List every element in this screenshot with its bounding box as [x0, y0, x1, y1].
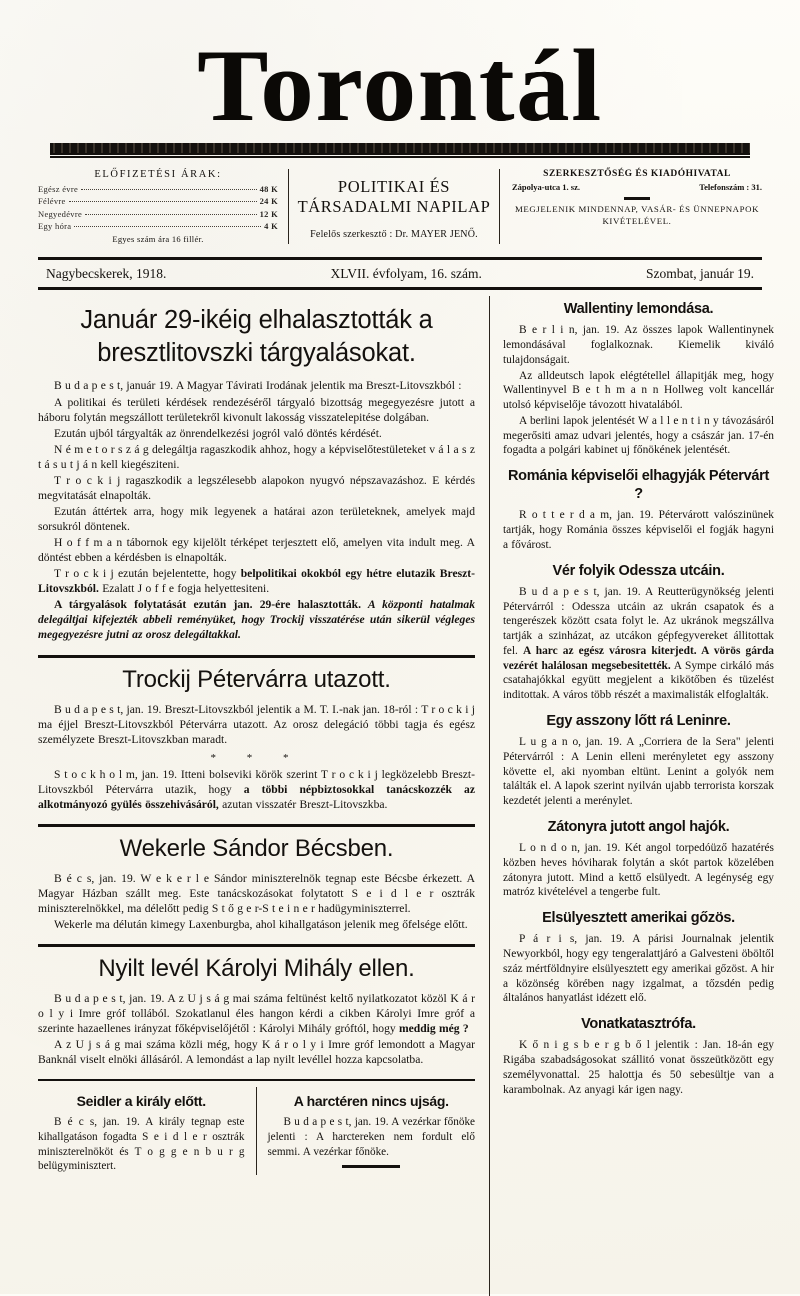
price-amount: 4 K	[264, 220, 278, 231]
article-paragraph-odessa	[503, 585, 774, 703]
section-rule	[38, 944, 475, 947]
mini-article-seidler	[38, 1087, 257, 1174]
content-columns	[22, 296, 778, 1296]
para-text: Ezalatt J o f f e fogja helyettesiteni.	[98, 582, 270, 596]
article-paragraph-postponement	[38, 597, 475, 642]
section-rule	[38, 824, 475, 827]
price-dots	[85, 214, 257, 215]
price-row	[38, 208, 278, 220]
price-dots	[74, 226, 261, 227]
article-headline-wallentiny[interactable]: Wallentiny lemondása.	[563, 301, 714, 318]
article-paragraph: L u g a n o, jan. 19. A „Corriera de la Sera" jelenti Pétervárról : A Lenin elleni merényletet egy asszony követte el, aki nyomban eltünt. Lenint a golyók nem találták el. A lapok szerint nyilván ujabb terrorista korszak kezdetét jelenti a merénylet.	[503, 736, 774, 808]
article-end-dash	[342, 1165, 400, 1168]
para-emphasis: a többi népbiztosokkal tanácskozzék az alkotmányozó gyülés összehivásáról,	[38, 782, 475, 811]
para-emphasis: A tárgyalások folytatását ezután jan. 29-ére halasztották.	[54, 598, 362, 612]
article-headline-brest-talks[interactable]: Január 29-ikéig elhalasztották a bresztlitovszki tárgyalásokat.	[80, 306, 433, 367]
article-paragraph: Az alldeutsch lapok elégtétellel állapitják meg, hogy Wallentinyvel B e t h m a n n Hollweg volt kancellár utolsó képviselője távozott hivatalából.	[503, 369, 774, 412]
para-emphasis: A harc az egész városra kiterjedt. A vörös gárda vezérét halálosan megsebesitették.	[503, 644, 774, 672]
article-paragraph-stockholm	[38, 767, 475, 812]
article-headline-front-news[interactable]: A harctéren nincs ujság.	[293, 1093, 449, 1110]
article-paragraph: B e r l i n, jan. 19. Az összes lapok Wallentinynek lemondásával foglalkoznak. Kiemelik kiváló tulajdonságait.	[503, 324, 774, 366]
section-rule	[38, 1079, 475, 1081]
article-headline-trockij-petervar[interactable]: Trockij Pétervárra utazott.	[122, 665, 391, 693]
dateline-issue: XLVII. évfolyam, 16. szám.	[330, 266, 482, 282]
editor-line: Felelős szerkesztő : Dr. MAYER JENŐ.	[310, 228, 478, 240]
article-paragraph: Ezután áttértek arra, hogy mik legyenek a határai azon területeknek, amelyek majd sorsukról döntenek.	[38, 504, 475, 533]
office-title: SZERKESZTŐSÉG ÉS KIADÓHIVATAL	[543, 168, 731, 179]
article-headline-odessa[interactable]: Vér folyik Odessza utcáin.	[552, 562, 725, 579]
right-column	[490, 296, 778, 1296]
price-label: Egy hóra	[38, 220, 72, 231]
article-headline-english-ships[interactable]: Zátonyra jutott angol hajók.	[547, 818, 730, 835]
article-paragraph-karolyi	[38, 991, 475, 1036]
price-row	[38, 220, 278, 232]
para-text: B u d a p e s t, jan. 19. A z U j s á g mai száma feltünést keltő nyilatkozatot közöl K á r o l y i Imre gróf tollából. Szokatlanul éles hangon kérdi a cikben Károlyi Imre gróf a szerinte hazaellenes irányzat főképviselőjétől : Károlyi Mihály gróftól, hogy	[38, 992, 475, 1036]
article-paragraph: A berlini lapok jelentését W a l l e n t i n y távozásáról megerősiti amaz udvari jelentés, hogy a császár jan. 17-én fogadta a polgári kabinet uj főnökének jelentését.	[503, 414, 774, 457]
article-paragraph: P á r i s, jan. 19. A párisi Journalnak jelentik Newyorkból, hogy egy tengeralattjáró a Galvesteni öböltől száz mértföldnyire elsülyesztett egy amerikai gőzöst. A hir a közönség körében nagy izgalmat, a tőzsdén pedig általános hanyatlást idézett elő.	[503, 933, 774, 1005]
price-dots	[81, 189, 257, 190]
price-amount: 24 K	[259, 196, 278, 207]
article-paragraph: H o f f m a n tábornok egy kijelölt térképet terjesztett elő, amelyen vita indult meg. A döntést ebben a kérdésben is elnapolták.	[38, 536, 475, 565]
article-paragraph: B é c s, jan. 19. A király tegnap este kihallgatáson fogadta S e i d l e r osztrák miniszterelnököt és T o g g e n b u r g belügyminisztert.	[38, 1116, 245, 1173]
article-paragraph: R o t t e r d a m, jan. 19. Pétervárott valószinünek tartják, hogy Románia összes képviselői el fogják hagyni a fővárost.	[503, 509, 774, 551]
article-headline-seidler[interactable]: Seidler a király előtt.	[76, 1093, 206, 1110]
masthead-bottom-rule	[38, 257, 762, 260]
office-address-row	[512, 182, 762, 192]
paragraph-separator-stars: * * *	[210, 751, 303, 764]
para-text: A Sympe cirkáló más csatahajókkal együtt megjelent a kikötőben és tüzelést inditottak. A város több részét a maximalisták elfoglalták.	[503, 659, 774, 702]
para-text: S t o c k h o l m, jan. 19. Itteni bolseviki körök szerint T r o c k i j legközelebb Breszt-Litovszkból Pétervárra utazik, hogy	[38, 767, 475, 796]
price-label: Egész évre	[38, 183, 79, 194]
price-row	[38, 195, 278, 207]
article-paragraph: L o n d o n, jan. 19. Két angol torpedóüző hazatérés közben heves hóviharak folytán a skót partok közelében zátonyra jutott. Mind a kettő elsülyedt. A legénység egy matróz kivételével a tengerbe fult.	[503, 842, 774, 899]
price-row	[38, 183, 278, 195]
article-paragraph: Wekerle ma délután kimegy Laxenburgba, ahol kihallgatáson jelenik meg őfelsége előtt.	[54, 918, 468, 932]
publication-note: MEGJELENIK MINDENNAP, VASÁR- ÉS ÜNNEPNAPOK KIVÉTELÉVEL.	[514, 203, 760, 226]
article-paragraph: B é c s, jan. 19. W e k e r l e Sándor miniszterelnök tegnap este Bécsbe érkezett. A Magyar Házban szállt meg. Este tanácskozásokat folytatott S e i d l e r osztrák miniszterelnökkel, ma délelőtt pedig S t ő g e r-S t e i n e r hadügyminiszterrel.	[38, 871, 475, 915]
price-amount: 48 K	[259, 183, 278, 194]
article-paragraph: Ezután ujból tárgyalták az önrendelkezési jogról való döntés kérdését.	[54, 426, 382, 440]
dateline-place: Nagybecskerek, 1918.	[46, 266, 167, 282]
article-paragraph: K ő n i g s b e r g b ő l jelentik : Jan. 18-án egy Rigába szabadságosokat szállitó vonat összeütközött egy személyvonattal. 25 halottja és 50 sebesültje van a karambolnak. Az anyagi kár igen nagy.	[503, 1039, 774, 1096]
office-info-block	[500, 169, 762, 244]
article-paragraph: A z U j s á g mai száma közli még, hogy K á r o l y i Imre gróf lemondott a Magyar Banknál viselt elnöki állásáról. A lemondást a lap nyilt levéllel hozza kapcsolatba.	[38, 1038, 475, 1067]
masthead-info-bar	[38, 169, 762, 244]
article-paragraph: B u d a p e s t, jan. 19. A vezérkar főnöke jelenti : A harctereken nem fordult elő semmi. A vezérkar főnöke.	[267, 1116, 475, 1158]
para-emphasis: belpolitikai okokból egy hétre elutazik Breszt-Litovszkból.	[38, 567, 475, 596]
article-headline-american-steamer[interactable]: Elsülyesztett amerikai gőzös.	[542, 910, 735, 927]
price-amount: 12 K	[259, 208, 278, 219]
para-text: T r o c k i j ezután bejelentette, hogy	[54, 567, 241, 581]
para-italic: A központi hatalmak delegáltjai kifejezték abbeli reményüket, hogy Trockij visszatérése után sikerül végleges megegyezésre jutni az orosz delegáltakkal.	[38, 598, 475, 642]
masthead-subtitle-block	[288, 169, 500, 244]
office-phone: Telefonszám : 31.	[699, 181, 762, 192]
subscription-prices-title: ELŐFIZETÉSI ÁRAK:	[94, 168, 222, 180]
bottom-mini-columns	[38, 1087, 475, 1174]
article-paragraph-trockij-departure	[38, 566, 475, 596]
single-copy-price: Egyes szám ára 16 fillér.	[112, 234, 204, 245]
divider-dash	[624, 197, 650, 200]
para-text: B u d a p e s t, jan. 19. A Reutterügynökség jelenti Pétervárról : Odessza utcáin az ukrán csapatok és a tengerészek között csata folyt le. Az ukránok megszállva tartják a szinházat, az utcákon gépfegyvereket állitottak fel.	[503, 585, 774, 657]
price-dots	[69, 201, 257, 202]
dateline-date: Szombat, január 19.	[646, 266, 754, 282]
para-emphasis: meddig még ?	[398, 1022, 469, 1036]
article-headline-romania[interactable]: Románia képviselői elhagyják Pétervárt ?	[507, 468, 769, 503]
para-text: azutan visszatér Breszt-Litovszkba.	[218, 797, 388, 811]
article-paragraph: N é m e t o r s z á g delegáltja ragaszkodik ahhoz, hogy a képviselőtestületeket v á l a s z t á s u t j á n kell kiegésziteni.	[38, 442, 475, 471]
newspaper-subtitle: POLITIKAI ÉS TÁRSADALMI NAPILAP	[297, 176, 491, 216]
office-address: Zápolya-utca 1. sz.	[512, 181, 580, 192]
article-paragraph: A politikai és területi kérdések rendezéséről tárgyaló bizottság megegyezésre jutott a háboru folytán megszállott területekről kivonult lakosság visszatelepitése dolgában.	[38, 395, 475, 424]
article-paragraph: T r o c k i j ragaszkodik a legszélesebb alapokon nyugvó népszavazáshoz. E kérdés megvitatását elnapolták.	[38, 473, 475, 502]
mini-article-front	[257, 1087, 476, 1174]
newspaper-title: Torontál	[197, 29, 603, 143]
price-label: Félévre	[38, 196, 66, 207]
article-headline-wekerle[interactable]: Wekerle Sándor Bécsben.	[119, 834, 394, 862]
price-label: Negyedévre	[38, 208, 83, 219]
article-headline-lenin[interactable]: Egy asszony lőtt rá Leninre.	[546, 713, 731, 729]
article-headline-karolyi-letter[interactable]: Nyilt levél Károlyi Mihály ellen.	[98, 955, 415, 983]
section-rule	[38, 655, 475, 658]
article-headline-train-catastrophe[interactable]: Vonatkatasztrófa.	[581, 1016, 696, 1033]
left-column	[22, 296, 490, 1296]
article-paragraph: B u d a p e s t, január 19. A Magyar Távirati Irodának jelentik ma Breszt-Litovszkból :	[54, 379, 462, 393]
dateline-bottom-rule	[38, 287, 762, 290]
article-paragraph: B u d a p e s t, jan. 19. Breszt-Litovszkból jelentik a M. T. I.-nak jan. 18-ról : T r o c k i j ma éjjel Breszt-Litovszkból Pétervárra utazott. Az orosz delegáció többi tagja és egész személyzete Breszt-Litovszkban maradt.	[38, 702, 475, 746]
subscription-prices-block	[38, 169, 288, 244]
dateline	[46, 266, 754, 282]
masthead-ornament-rule	[50, 143, 750, 155]
